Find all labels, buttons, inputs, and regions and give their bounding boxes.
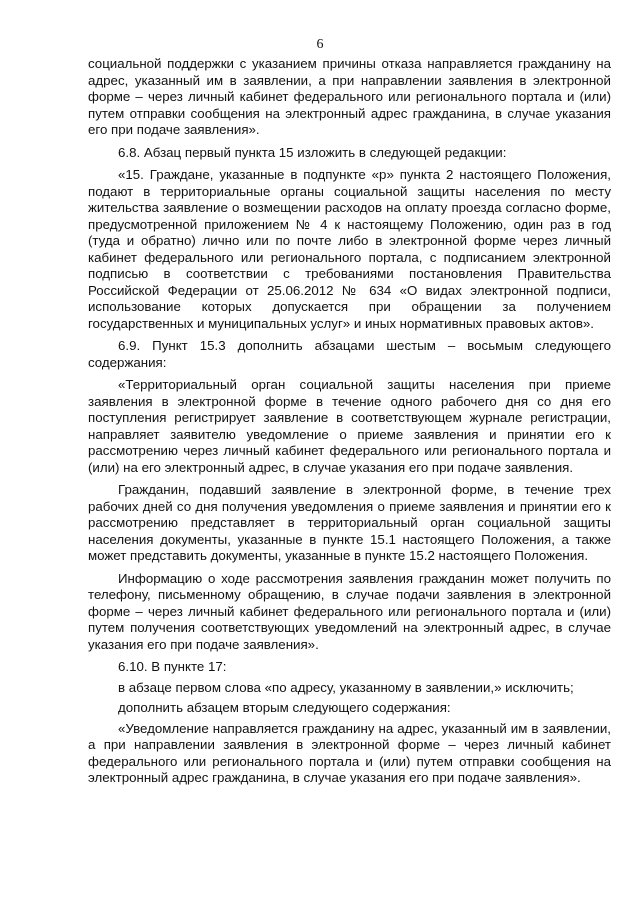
document-body xyxy=(88,56,611,793)
paragraph-item-15: «15. Граждане, указанные в подпункте «р» пункта 2 настоящего Положения, подают в территориальные органы социальной защиты населения по месту жительства заявление о возмещении расходов на оплату проезда согласно форме, предусмотренной приложением № 4 к настоящему Положению, один раз в год (туда и обратно) лично или по почте либо в электронной форме через личный кабинет федерального или регионального портала, с подписанием электронной подписью в соответствии с требованиями постановления Правительства Российской Федерации от 25.06.2012 № 634 «О видах электронной подписи, использование которых допускается при обращении за получением государственных и муниципальных услуг» и иных нормативных правовых актов». xyxy=(88,167,611,331)
page-number: 6 xyxy=(316,37,324,52)
paragraph-first-abzats: в абзаце первом слова «по адресу, указанному в заявлении,» исключить; xyxy=(118,679,574,695)
paragraph-add-second: дополнить абзацем вторым следующего содержания: xyxy=(118,700,451,715)
paragraph-6-9: 6.9. Пункт 15.3 дополнить абзацами шестым – восьмым следующего содержания: xyxy=(88,338,611,370)
paragraph-notification: «Уведомление направляется гражданину на адрес, указанный им в заявлении, а при направлении заявления в электронной форме – через личный кабинет федерального или регионального портала и (или) путем отправки сообщения на электронный адрес гражданина, в случае указания его при подаче заявления». xyxy=(88,720,611,785)
paragraph-continuation: социальной поддержки с указанием причины отказа направляется гражданину на адрес, указанный им в заявлении, а при направлении заявления в электронной форме – через личный кабинет федерального или регионального портала и (или) путем отправки сообщения на электронный адрес гражданина, в случае указания его при подаче заявления». xyxy=(88,56,611,137)
paragraph-citizen-documents: Гражданин, подавший заявление в электронной форме, в течение трех рабочих дней со дня получения уведомления о приеме заявления и принятии его к рассмотрению представляет в территориальный орган социальной защиты населения документы, указанные в пункте 15.1 настоящего Положения, а также может представить документы, указанные в пункте 15.2 настоящего Положения. xyxy=(88,482,611,563)
paragraph-6-10: 6.10. В пункте 17: xyxy=(118,659,227,674)
paragraph-territorial-organ: «Территориальный орган социальной защиты населения при приеме заявления в электронной форме в течение одного рабочего дня со дня его поступления регистрирует заявление в соответствующем журнале регистрации, направляет заявителю уведомление о приеме заявления и принятии его к рассмотрению через личный кабинет федерального или регионального портала и (или) на его электронный адрес, в случае указания его при подаче заявления. xyxy=(88,377,611,475)
paragraph-status-info: Информацию о ходе рассмотрения заявления гражданин может получить по телефону, письменному обращению, в случае подачи заявления в электронной форме – через личный кабинет федерального или регионального портала и (или) путем получения соответствующих уведомлений на электронный адрес, в случае указания его при подаче заявления». xyxy=(88,570,611,652)
paragraph-6-8: 6.8. Абзац первый пункта 15 изложить в следующей редакции: xyxy=(118,144,507,160)
